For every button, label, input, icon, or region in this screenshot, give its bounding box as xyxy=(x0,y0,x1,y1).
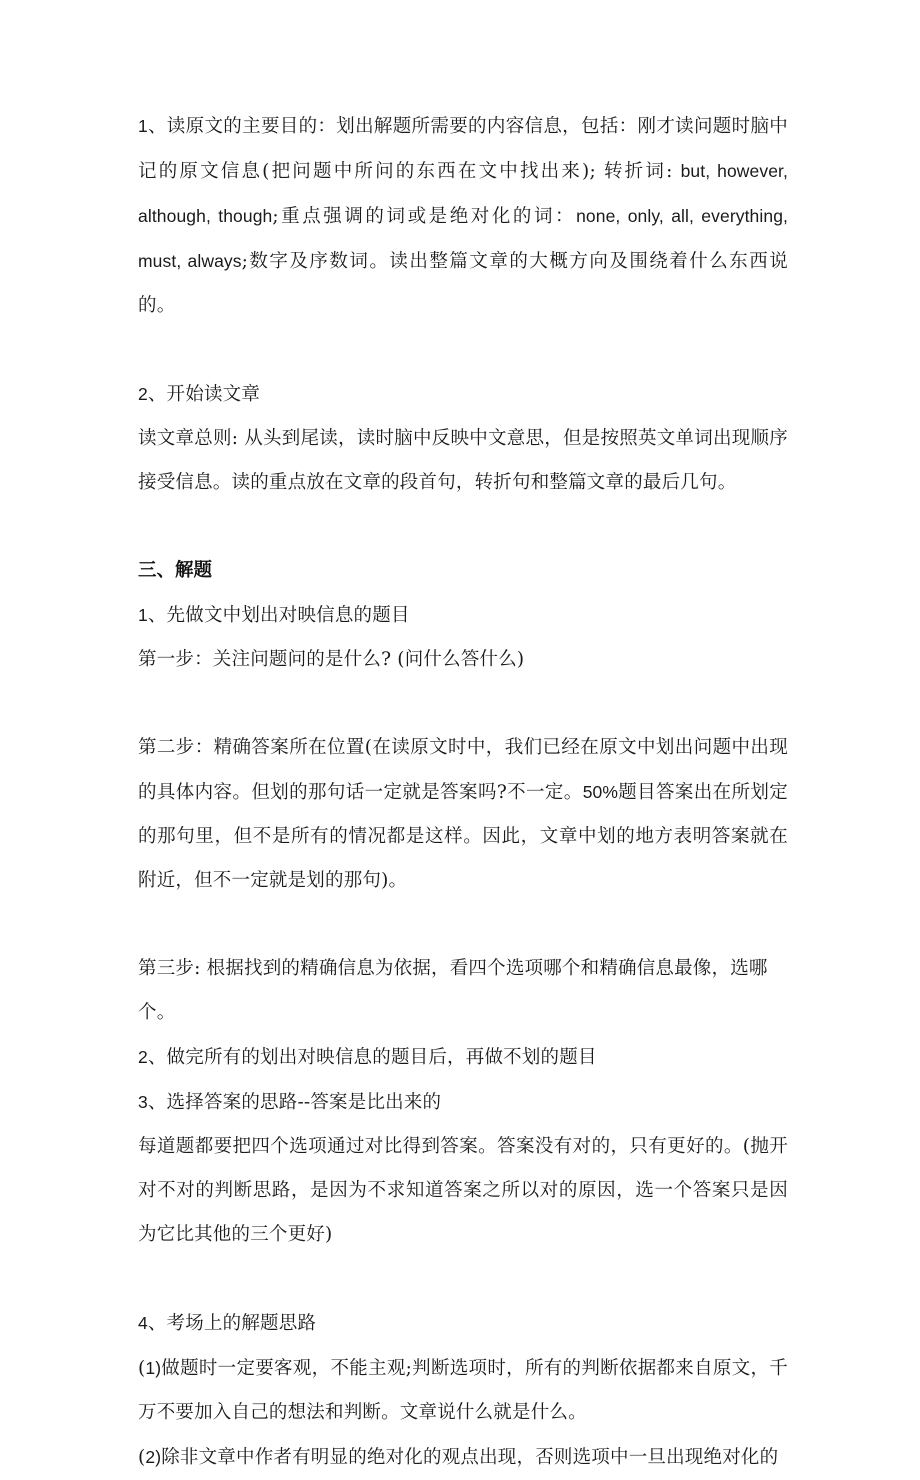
line-step-one: 第一步：关注问题问的是什么? (问什么答什么) xyxy=(138,649,525,670)
paragraph-reading-purpose: 1、读原文的主要目的：划出解题所需要的内容信息，包括：刚才读问题时脑中记的原文信息(把问题中所问的东西在文中找出来); 转折词: but, however, although, though;重点强调的词或是绝对化的词：none, only, all, everything, must, always;数字及序数词。读出整篇文章的大概方向及围绕着什么东西说的。 xyxy=(138,116,789,316)
line-start-reading-article: 2、开始读文章 xyxy=(138,384,261,405)
line-step-three: 第三步: 根据找到的精确信息为依据，看四个选项哪个和精确信息最像，选哪个。 xyxy=(138,958,768,1023)
section-heading-answering: 三、解题 xyxy=(138,560,213,581)
block-gap xyxy=(138,903,788,947)
block-gap xyxy=(138,505,788,549)
line-item-1-marked-questions: 1、先做文中划出对映信息的题目 xyxy=(138,605,410,626)
block-gap xyxy=(138,1257,788,1301)
paragraph-comparison-method: 每道题都要把四个选项通过对比得到答案。答案没有对的，只有更好的。(抛开对不对的判断思路，是因为不求知道答案之所以对的原因，选一个答案只是因为它比其他的三个更好) xyxy=(138,1136,788,1245)
paragraph-step-two: 第二步：精确答案所在位置(在读原文时中，我们已经在原文中划出问题中出现的具体内容。但划的那句话一定就是答案吗?不一定。50%题目答案出在所划定的那句里，但不是所有的情况都是这样。因此，文章中划的地方表明答案就在附近，但不一定就是划的那句)。 xyxy=(138,737,788,891)
line-rule-two-absolutes: (2)除非文章中作者有明显的绝对化的观点出现，否则选项中一旦出现绝对化的 xyxy=(138,1447,779,1468)
document-body xyxy=(138,104,788,1480)
block-gap xyxy=(138,328,788,372)
paragraph-reading-principles: 读文章总则: 从头到尾读，读时脑中反映中文意思，但是按照英文单词出现顺序接受信息。读的重点放在文章的段首句，转折句和整篇文章的最后几句。 xyxy=(138,428,788,493)
paragraph-rule-one-objectivity: (1)做题时一定要客观，不能主观;判断选项时，所有的判断依据都来自原文，千万不要加入自己的想法和判断。文章说什么就是什么。 xyxy=(138,1358,788,1423)
line-item-3-answer-strategy: 3、选择答案的思路--答案是比出来的 xyxy=(138,1092,442,1113)
line-item-2-unmarked-questions: 2、做完所有的划出对映信息的题目后，再做不划的题目 xyxy=(138,1047,597,1068)
line-item-4-exam-strategy: 4、考场上的解题思路 xyxy=(138,1313,317,1334)
block-gap xyxy=(138,682,788,726)
